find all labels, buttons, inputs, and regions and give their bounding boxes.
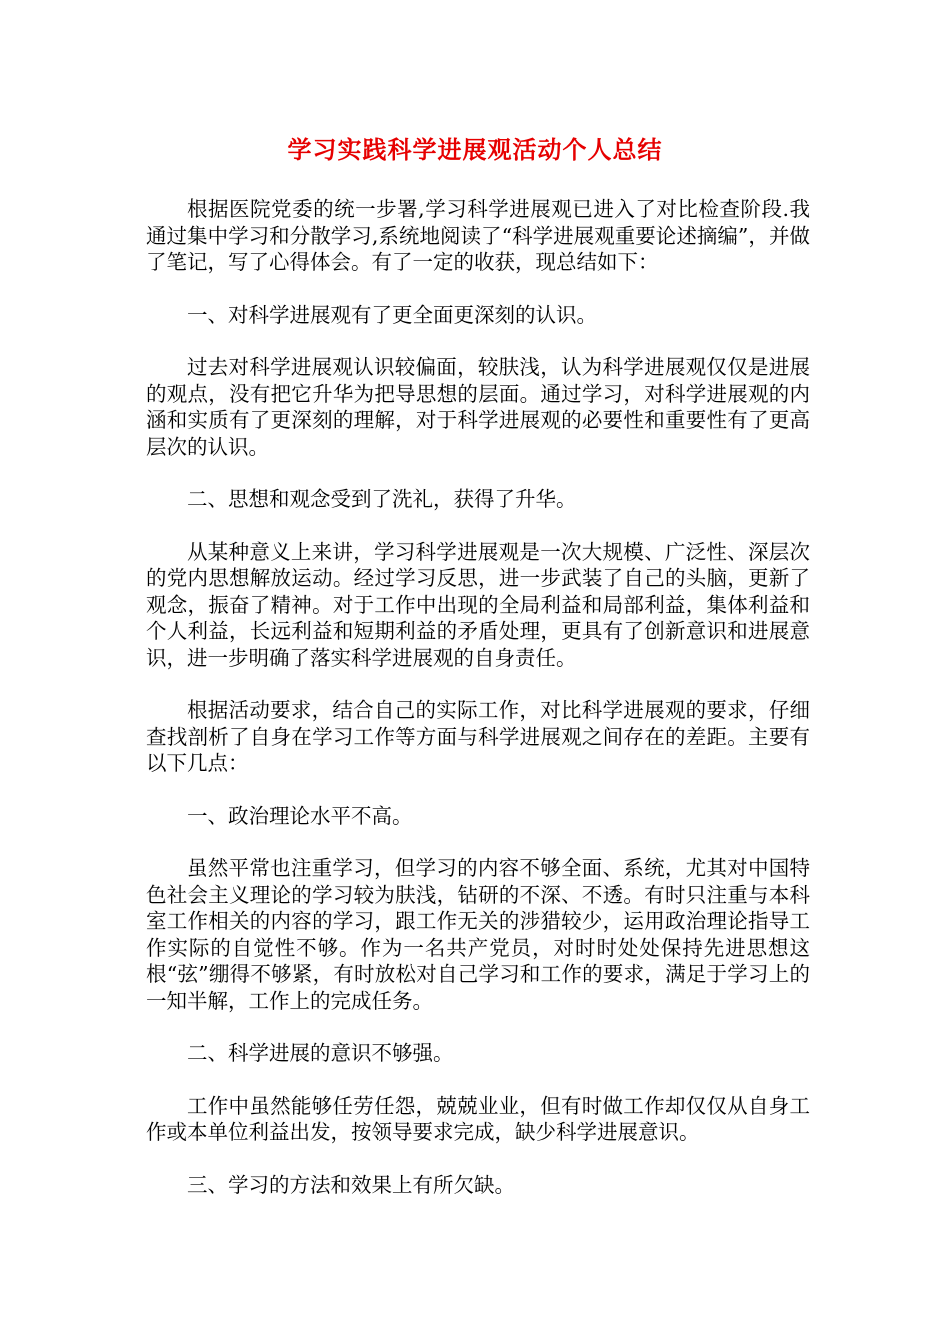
section-heading: 一、政治理论水平不高。 [187, 803, 413, 828]
paragraph: 过去对科学进展观认识较偏面，较肤浅，认为科学进展观仅仅是进展的观点，没有把它升华为把导思想的层面。通过学习，对科学进展观的内涵和实质有了更深刻的理解，对于科学进展观的必要性和重要性有了更高层次的认识。 [146, 355, 810, 459]
document-body [146, 196, 810, 1224]
section-heading: 三、学习的方法和效果上有所欠缺。 [187, 1172, 515, 1197]
section-heading: 二、科学进展的意识不够强。 [187, 1041, 454, 1065]
paragraph: 根据医院党委的统一步署,学习科学进展观已进入了对比检查阶段.我通过集中学习和分散学习,系统地阅读了“科学进展观重要论述摘编”，并做了笔记，写了心得体会。有了一定的收获，现总结如下： [146, 197, 810, 274]
section-heading: 一、对科学进展观有了更全面更深刻的认识。 [187, 302, 597, 327]
section-heading: 二、思想和观念受到了洗礼，获得了升华。 [187, 487, 577, 511]
paragraph: 虽然平常也注重学习，但学习的内容不够全面、系统，尤其对中国特色社会主义理论的学习较为肤浅，钻研的不深、不透。有时只注重与本科室工作相关的内容的学习，跟工作无关的涉猎较少，运用政治理论指导工作实际的自觉性不够。作为一名共产党员，对时时处处保持先进思想这根“弦”绷得不够紧，有时放松对自己学习和工作的要求，满足于学习上的一知半解，工作上的完成任务。 [146, 856, 810, 1013]
paragraph: 从某种意义上来讲，学习科学进展观是一次大规模、广泛性、深层次的党内思想解放运动。经过学习反思，进一步武装了自己的头脑，更新了观念，振奋了精神。对于工作中出现的全局利益和局部利益，集体利益和个人利益，长远利益和短期利益的矛盾处理，更具有了创新意识和进展意识，进一步明确了落实科学进展观的自身责任。 [146, 539, 810, 670]
paragraph: 根据活动要求，结合自己的实际工作，对比科学进展观的要求，仔细查找剖析了自身在学习工作等方面与科学进展观之间存在的差距。主要有以下几点： [146, 698, 810, 775]
document-title: 学习实践科学进展观活动个人总结 [287, 136, 663, 164]
paragraph: 工作中虽然能够任劳任怨，兢兢业业，但有时做工作却仅仅从自身工作或本单位利益出发，按领导要求完成，缺少科学进展意识。 [146, 1093, 810, 1144]
